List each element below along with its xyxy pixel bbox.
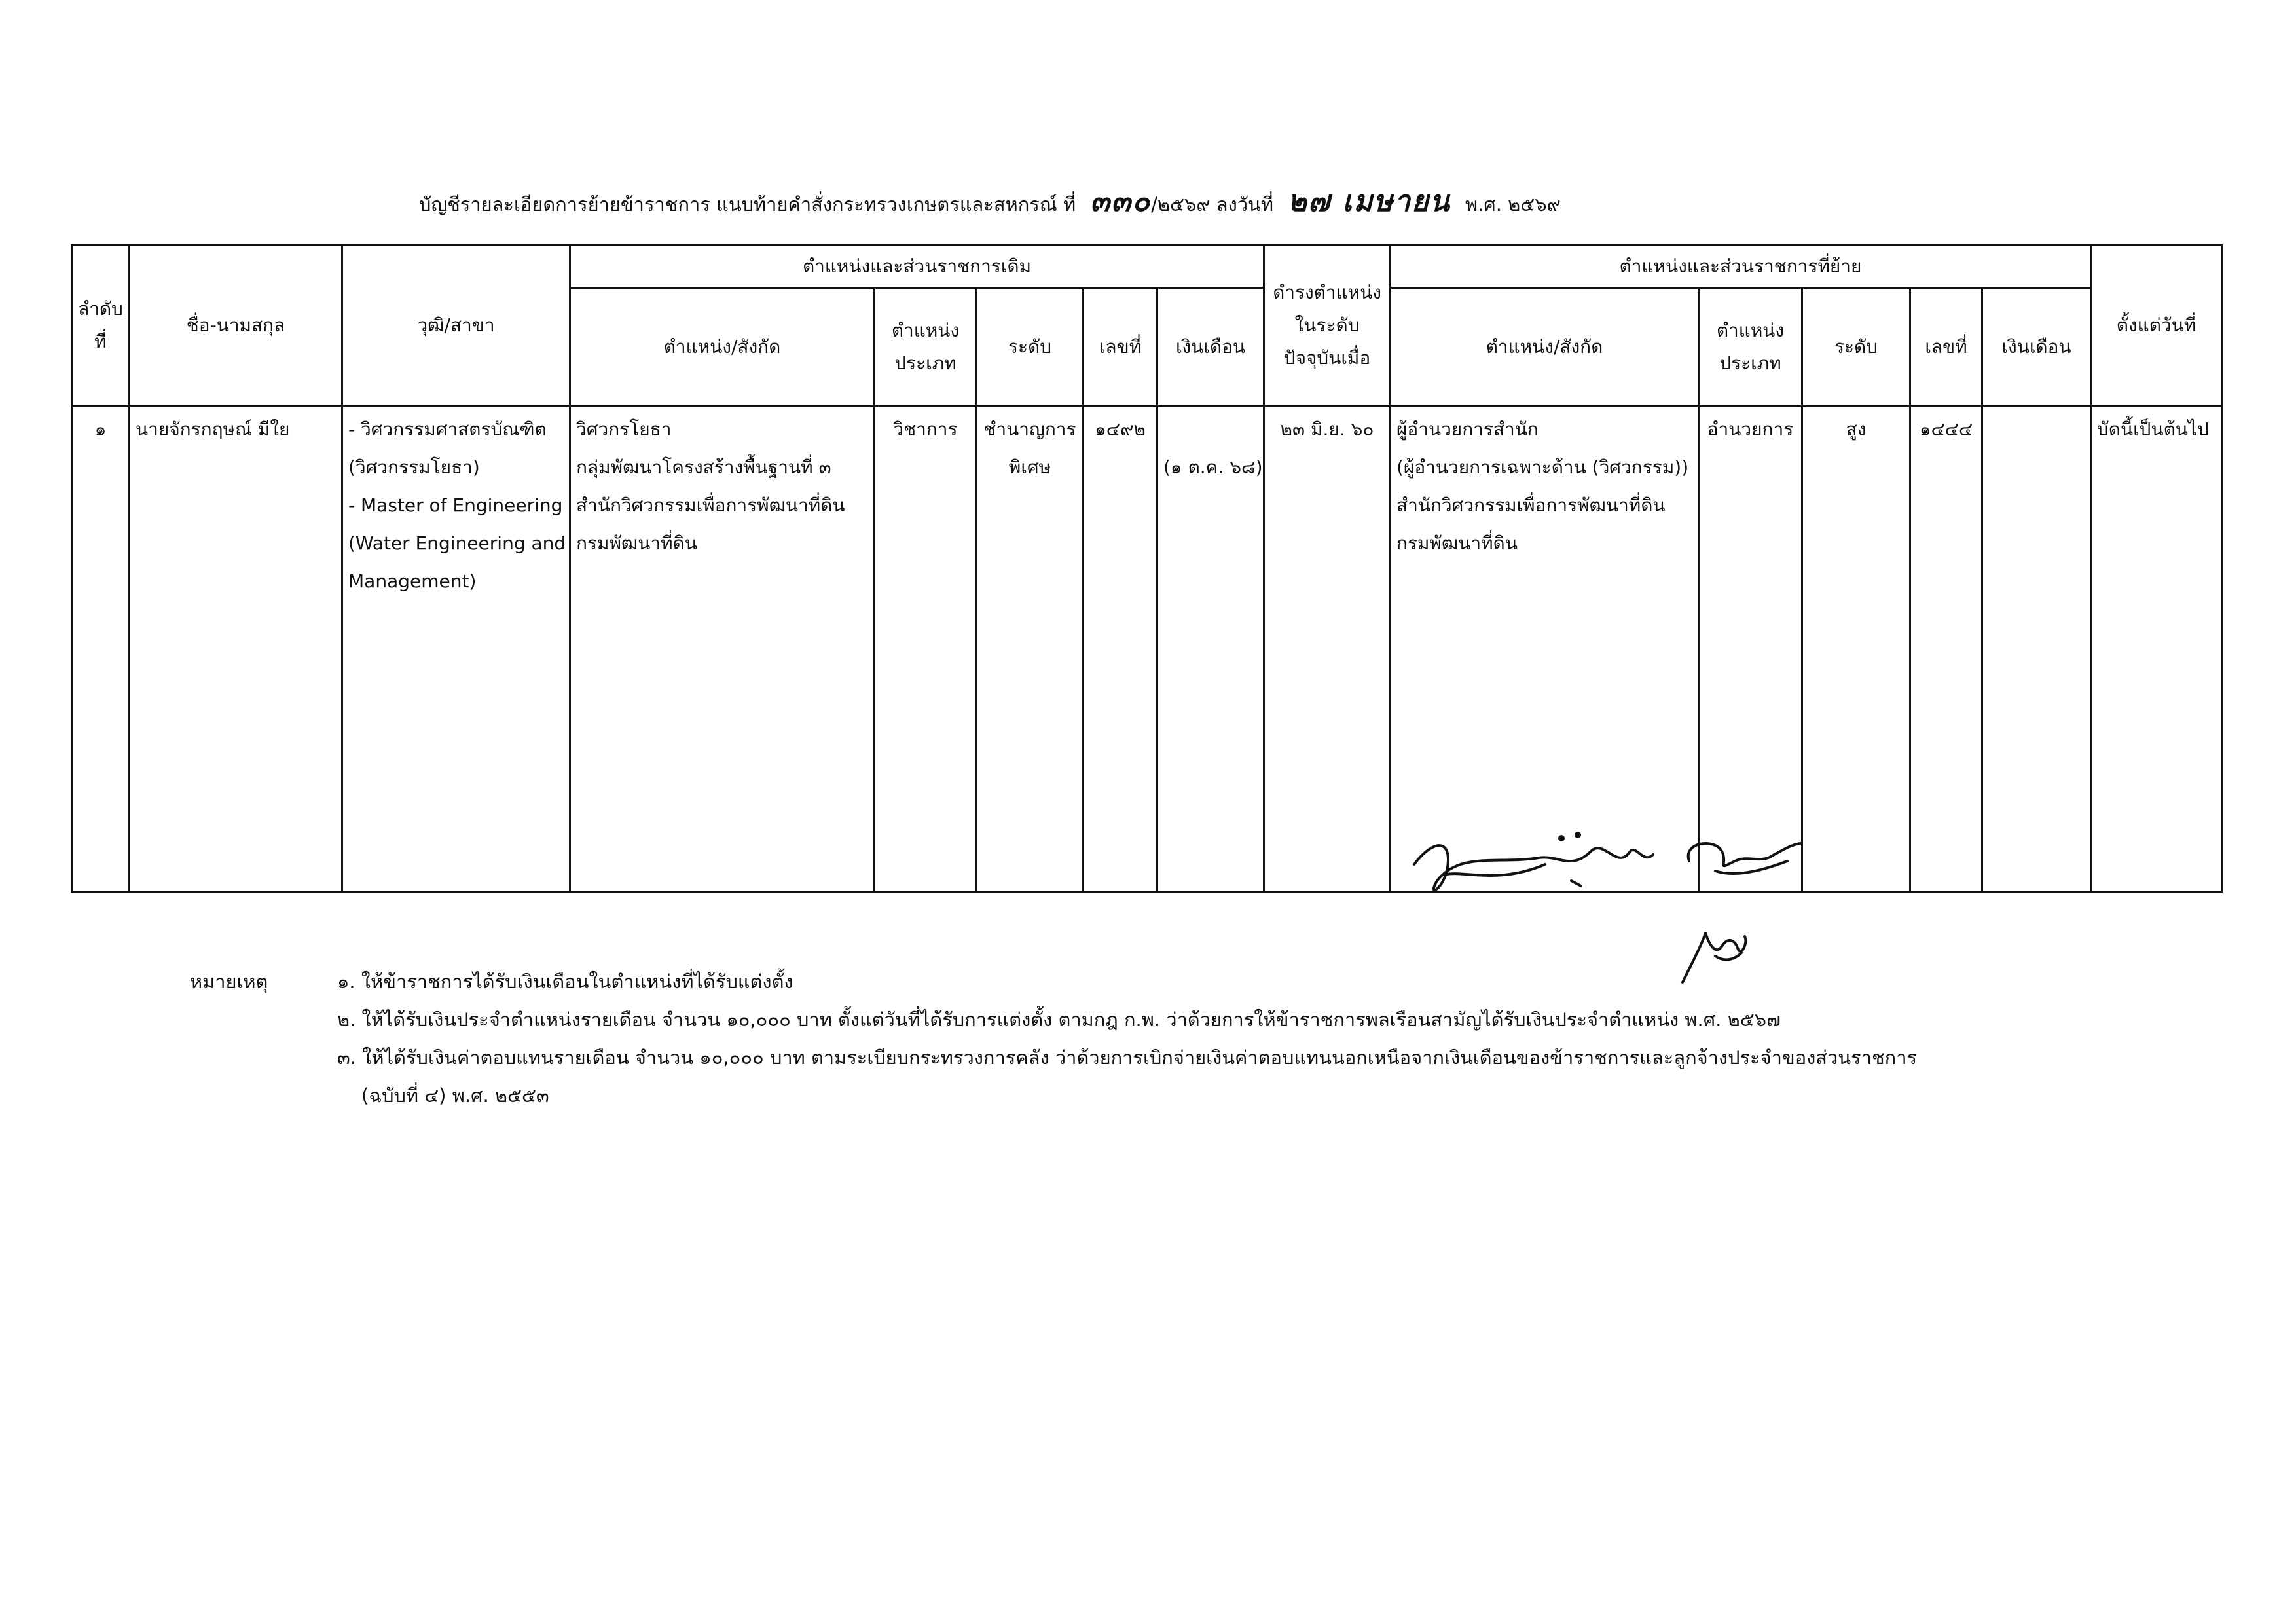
- new-position-line: กรมพัฒนาที่ดิน: [1396, 532, 1518, 554]
- header-new-position: ตำแหน่ง/สังกัด: [1391, 288, 1699, 406]
- old-level-line: ชำนาญการ: [983, 418, 1076, 440]
- header-old-position: ตำแหน่ง/สังกัด: [570, 288, 875, 406]
- transfer-table: [71, 244, 2223, 893]
- degree-line: (วิศวกรรมโยธา): [348, 456, 480, 478]
- date-day-month: ๒๗ เมษายน: [1287, 185, 1451, 218]
- document-title: [419, 175, 1925, 228]
- degree-line: - Master of Engineering: [348, 494, 563, 516]
- header-old-number: เลขที่: [1084, 288, 1157, 406]
- header-effective: ตั้งแต่วันที่: [2091, 246, 2222, 406]
- new-position-line: (ผู้อำนวยการเฉพาะด้าน (วิศวกรรม)): [1396, 456, 1689, 478]
- note-item: (ฉบับที่ ๔) พ.ศ. ๒๕๕๓: [361, 1084, 549, 1107]
- old-position-line: สำนักวิศวกรรมเพื่อการพัฒนาที่ดิน: [576, 494, 845, 516]
- header-new-number: เลขที่: [1910, 288, 1982, 406]
- header-degree: วุฒิ/สาขา: [342, 246, 570, 406]
- degree-line: (Water Engineering and: [348, 532, 566, 554]
- header-new-type: ตำแหน่ง ประเภท: [1699, 288, 1802, 406]
- dated-label: ลงวันที่: [1216, 193, 1273, 215]
- cell-old-type: วิชาการ: [875, 406, 977, 892]
- old-position-line: กรมพัฒนาที่ดิน: [576, 532, 697, 554]
- header-seq: ลำดับ ที่: [72, 246, 130, 406]
- cell-new-number: ๑๔๔๔: [1910, 406, 1982, 892]
- degree-line: Management): [348, 570, 477, 592]
- old-position-line: วิศวกรโยธา: [576, 418, 672, 440]
- degree-line: - วิศวกรรมศาสตรบัณฑิต: [348, 418, 547, 440]
- cell-new-type: อำนวยการ: [1699, 406, 1802, 892]
- order-year-suffix: /๒๕๖๙: [1151, 193, 1211, 215]
- order-number: ๓๓๐: [1090, 185, 1152, 218]
- year-label: พ.ศ. ๒๕๖๙: [1465, 193, 1561, 215]
- cell-new-position: [1391, 406, 1699, 892]
- cell-new-level: สูง: [1802, 406, 1910, 892]
- cell-seq: ๑: [72, 406, 130, 892]
- new-position-line: ผู้อำนวยการสำนัก: [1396, 418, 1539, 440]
- cell-old-number: ๑๔๙๒: [1084, 406, 1157, 892]
- old-position-line: กลุ่มพัฒนาโครงสร้างพื้นฐานที่ ๓: [576, 456, 831, 478]
- cell-effective: บัดนี้เป็นต้นไป: [2091, 406, 2222, 892]
- cell-old-level: [977, 406, 1084, 892]
- notes-section: [190, 963, 2154, 1133]
- header-name: ชื่อ-นามสกุล: [130, 246, 342, 406]
- header-new-salary: เงินเดือน: [1982, 288, 2091, 406]
- header-old-type: ตำแหน่ง ประเภท: [875, 288, 977, 406]
- note-item: ๒. ให้ได้รับเงินประจำตำแหน่งรายเดือน จำนวน ๑๐,๐๐๐ บาท ตั้งแต่วันที่ได้รับการแต่งตั้ง ตามกฎ ก.พ. ว่าด้วยการให้ข้าราชการพลเรือนสามัญได้รับเงินประจำตำแหน่ง พ.ศ. ๒๕๖๗: [337, 1008, 1781, 1031]
- new-position-line: สำนักวิศวกรรมเพื่อการพัฒนาที่ดิน: [1396, 494, 1666, 516]
- title-prefix: บัญชีรายละเอียดการย้ายข้าราชการ แนบท้ายคำสั่งกระทรวงเกษตรและสหกรณ์ ที่: [419, 193, 1076, 215]
- cell-degree: [342, 406, 570, 892]
- header-original-group: ตำแหน่งและส่วนราชการเดิม: [570, 246, 1264, 288]
- notes-label: หมายเหตุ: [190, 970, 268, 993]
- cell-old-salary: [1157, 406, 1264, 892]
- header-old-level: ระดับ: [977, 288, 1084, 406]
- old-salary-date: (๑ ต.ค. ๖๘): [1163, 456, 1263, 478]
- cell-tenure: ๒๓ มิ.ย. ๖๐: [1264, 406, 1391, 892]
- cell-name: นายจักรกฤษณ์ มีใย: [130, 406, 342, 892]
- note-item: ๓. ให้ได้รับเงินค่าตอบแทนรายเดือน จำนวน ๑๐,๐๐๐ บาท ตามระเบียบกระทรวงการคลัง ว่าด้วยการเบิกจ่ายเงินค่าตอบแทนนอกเหนือจากเงินเดือนของข้าราชการและลูกจ้างประจำของส่วนราชการ: [337, 1046, 1918, 1069]
- header-new-level: ระดับ: [1802, 288, 1910, 406]
- header-new-group: ตำแหน่งและส่วนราชการที่ย้าย: [1391, 246, 2091, 288]
- old-level-line: พิเศษ: [1008, 456, 1051, 478]
- cell-old-position: [570, 406, 875, 892]
- table-row: [72, 406, 2222, 892]
- note-item: ๑. ให้ข้าราชการได้รับเงินเดือนในตำแหน่งที่ได้รับแต่งตั้ง: [337, 970, 793, 993]
- cell-new-salary: [1982, 406, 2091, 892]
- header-old-salary: เงินเดือน: [1157, 288, 1264, 406]
- header-tenure: ดำรงตำแหน่ง ในระดับ ปัจจุบันเมื่อ: [1264, 246, 1391, 406]
